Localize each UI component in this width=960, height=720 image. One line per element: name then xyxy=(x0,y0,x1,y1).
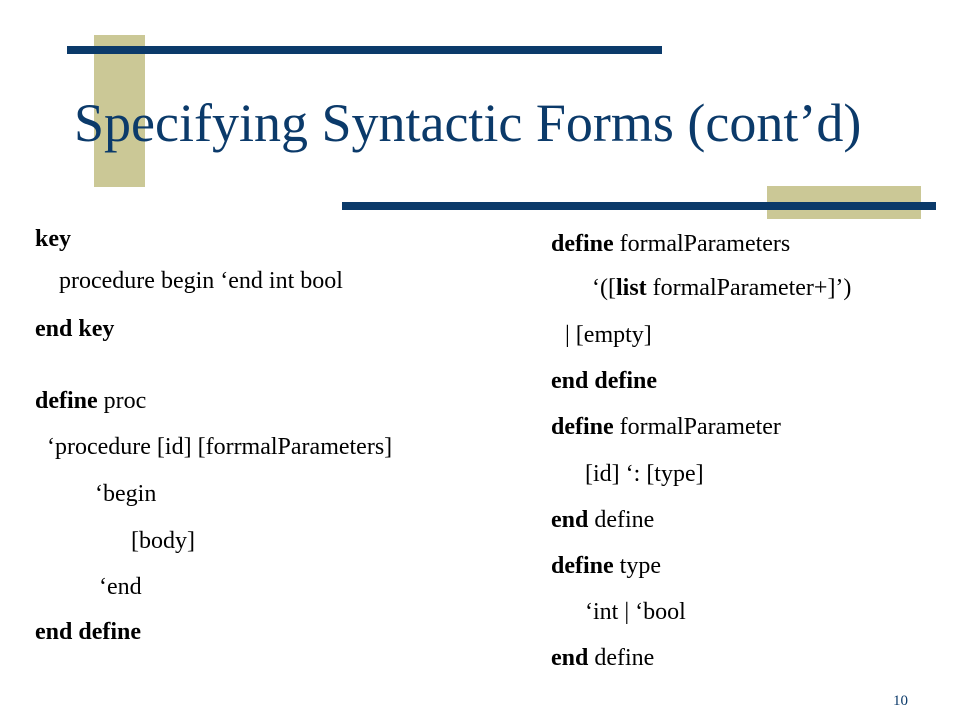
keyword: define xyxy=(551,414,614,440)
right-line-9 xyxy=(585,597,686,627)
code-text: procedure begin ‘end int bool xyxy=(59,268,343,294)
keyword: define xyxy=(551,553,614,579)
left-line-2 xyxy=(59,266,343,296)
keyword: key xyxy=(35,226,71,252)
right-line-7 xyxy=(551,505,654,535)
right-line-2 xyxy=(592,273,851,303)
code-text: formalParameters xyxy=(613,231,791,257)
left-line-9 xyxy=(35,617,141,647)
code-text: proc xyxy=(97,388,147,414)
left-line-8 xyxy=(99,572,142,602)
keyword: end define xyxy=(35,619,142,645)
code-text: | [empty] xyxy=(565,322,652,348)
left-line-4 xyxy=(35,386,146,416)
right-line-3 xyxy=(565,320,652,350)
code-text: type xyxy=(613,553,661,579)
title-rule-bottom xyxy=(342,202,936,210)
keyword: end define xyxy=(551,368,658,394)
keyword: list xyxy=(615,275,647,301)
left-line-5 xyxy=(47,432,392,462)
page-number: 10 xyxy=(893,693,908,709)
left-line-3 xyxy=(35,314,114,344)
code-text: define xyxy=(588,645,655,671)
right-line-1 xyxy=(551,229,790,259)
code-text: [body] xyxy=(131,528,195,554)
right-line-4 xyxy=(551,366,657,396)
left-line-6 xyxy=(95,479,156,509)
code-text: [id] ‘: [type] xyxy=(585,461,704,487)
right-line-8 xyxy=(551,551,661,581)
right-line-5 xyxy=(551,412,781,442)
keyword: end xyxy=(551,645,589,671)
slide-title: Specifying Syntactic Forms (cont’d) xyxy=(74,93,862,153)
title-rule-top xyxy=(67,46,662,54)
keyword: end key xyxy=(35,316,115,342)
right-line-6 xyxy=(585,459,704,489)
code-text: ‘int | ‘bool xyxy=(585,599,686,625)
code-text: formalParameter+]’) xyxy=(646,275,852,301)
keyword: end xyxy=(551,507,589,533)
code-text: ‘end xyxy=(99,574,142,600)
right-line-10 xyxy=(551,643,654,673)
code-text: ‘procedure [id] [forrmalParameters] xyxy=(47,434,393,460)
code-text: ‘begin xyxy=(95,481,157,507)
code-text: ‘([ xyxy=(592,275,616,301)
keyword: define xyxy=(551,231,614,257)
keyword: define xyxy=(35,388,98,414)
left-line-7 xyxy=(131,526,195,556)
left-line-1 xyxy=(35,224,71,254)
code-text: define xyxy=(588,507,655,533)
code-text: formalParameter xyxy=(613,414,781,440)
